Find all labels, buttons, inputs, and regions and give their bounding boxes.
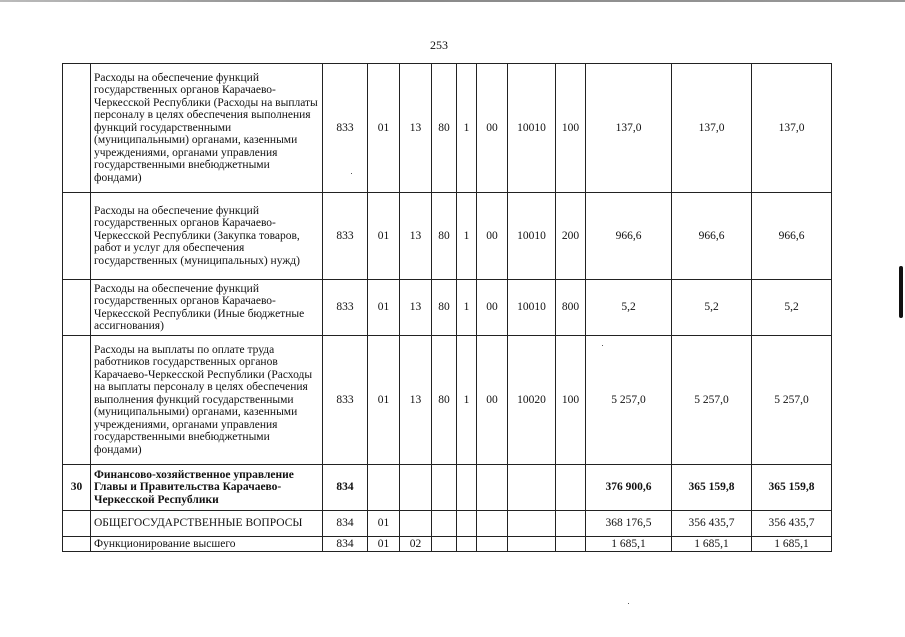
- row-number: 30: [63, 465, 91, 511]
- amount-year-3: 137,0: [752, 64, 832, 193]
- table-row: [63, 280, 832, 336]
- code-event: [477, 511, 508, 537]
- code-administrator: 834: [323, 511, 368, 537]
- code-section: [368, 465, 400, 511]
- scan-top-edge: [0, 0, 905, 2]
- code-program: [432, 537, 457, 552]
- row-description: Финансово-хозяйственное управление Главы и Правительства Карачаево-Черкесской Республики: [91, 465, 323, 511]
- code-expense-type: 100: [556, 336, 586, 465]
- scan-binding-mark: [899, 266, 903, 318]
- row-number: [63, 193, 91, 280]
- amount-year-1: 376 900,6: [586, 465, 672, 511]
- row-description: Расходы на выплаты по оплате труда работников государственных органов Карачаево-Черкесской Республики (Расходы на выплаты персоналу в целях обеспечения выполнения функций государственными (муниципальными) органами, казенными учреждениями, органами управления государственными внебюджетными фондами): [91, 336, 323, 465]
- code-expense-type: 100: [556, 64, 586, 193]
- scan-speck: [351, 173, 352, 174]
- code-subprogram: [457, 465, 477, 511]
- budget-table: [62, 63, 832, 552]
- amount-year-1: 368 176,5: [586, 511, 672, 537]
- code-event: [477, 537, 508, 552]
- code-direction: [508, 537, 556, 552]
- row-description: Расходы на обеспечение функций государственных органов Карачаево-Черкесской Республики (Закупка товаров, работ и услуг для обеспечения государственных (муниципальных) нужд): [91, 193, 323, 280]
- code-subprogram: [457, 511, 477, 537]
- amount-year-2: 5,2: [672, 280, 752, 336]
- row-number: [63, 336, 91, 465]
- amount-year-3: 5 257,0: [752, 336, 832, 465]
- code-expense-type: [556, 511, 586, 537]
- code-expense-type: [556, 537, 586, 552]
- code-expense-type: [556, 465, 586, 511]
- table-row: [63, 64, 832, 193]
- scan-speck: [628, 603, 629, 604]
- amount-year-2: 137,0: [672, 64, 752, 193]
- code-subsection: 02: [400, 537, 432, 552]
- table-row: [63, 336, 832, 465]
- code-subprogram: 1: [457, 193, 477, 280]
- code-subprogram: 1: [457, 280, 477, 336]
- code-section: 01: [368, 336, 400, 465]
- row-description: Функционирование высшего: [91, 537, 323, 552]
- code-subsection: [400, 511, 432, 537]
- code-subsection: 13: [400, 64, 432, 193]
- amount-year-2: 966,6: [672, 193, 752, 280]
- code-direction: 10010: [508, 193, 556, 280]
- amount-year-1: 5,2: [586, 280, 672, 336]
- table-row: [63, 193, 832, 280]
- code-direction: [508, 511, 556, 537]
- row-description: ОБЩЕГОСУДАРСТВЕННЫЕ ВОПРОСЫ: [91, 511, 323, 537]
- amount-year-1: 5 257,0: [586, 336, 672, 465]
- code-subprogram: 1: [457, 336, 477, 465]
- code-subsection: 13: [400, 336, 432, 465]
- code-direction: 10010: [508, 64, 556, 193]
- amount-year-2: 5 257,0: [672, 336, 752, 465]
- code-event: 00: [477, 64, 508, 193]
- amount-year-1: 137,0: [586, 64, 672, 193]
- code-subprogram: 1: [457, 64, 477, 193]
- amount-year-2: 1 685,1: [672, 537, 752, 552]
- code-administrator: 833: [323, 280, 368, 336]
- code-direction: [508, 465, 556, 511]
- amount-year-3: 1 685,1: [752, 537, 832, 552]
- code-event: 00: [477, 193, 508, 280]
- code-direction: 10010: [508, 280, 556, 336]
- code-subsection: 13: [400, 193, 432, 280]
- row-description: Расходы на обеспечение функций государственных органов Карачаево-Черкесской Республики (Расходы на выплаты персоналу в целях обеспечения выполнения функций государственными (муниципальными) органами, казенными учреждениями, органами управления государственными внебюджетными фондами): [91, 64, 323, 193]
- code-subsection: 13: [400, 280, 432, 336]
- code-event: [477, 465, 508, 511]
- amount-year-3: 356 435,7: [752, 511, 832, 537]
- amount-year-1: 1 685,1: [586, 537, 672, 552]
- code-program: 80: [432, 193, 457, 280]
- row-number: [63, 280, 91, 336]
- amount-year-3: 5,2: [752, 280, 832, 336]
- code-subprogram: [457, 537, 477, 552]
- code-program: [432, 465, 457, 511]
- code-administrator: 833: [323, 336, 368, 465]
- code-event: 00: [477, 336, 508, 465]
- code-administrator: 833: [323, 193, 368, 280]
- amount-year-2: 356 435,7: [672, 511, 752, 537]
- code-program: 80: [432, 336, 457, 465]
- row-number: [63, 537, 91, 552]
- code-section: 01: [368, 193, 400, 280]
- row-description: Расходы на обеспечение функций государственных органов Карачаево-Черкесской Республики (Иные бюджетные ассигнования): [91, 280, 323, 336]
- code-section: 01: [368, 280, 400, 336]
- code-program: 80: [432, 280, 457, 336]
- code-event: 00: [477, 280, 508, 336]
- code-section: 01: [368, 537, 400, 552]
- code-administrator: 833: [323, 64, 368, 193]
- amount-year-2: 365 159,8: [672, 465, 752, 511]
- table-row: [63, 537, 832, 552]
- amount-year-3: 365 159,8: [752, 465, 832, 511]
- row-number: [63, 64, 91, 193]
- code-subsection: [400, 465, 432, 511]
- scan-speck: [602, 345, 603, 346]
- code-program: 80: [432, 64, 457, 193]
- row-number: [63, 511, 91, 537]
- code-direction: 10020: [508, 336, 556, 465]
- code-expense-type: 200: [556, 193, 586, 280]
- table-row-department: [63, 465, 832, 511]
- code-administrator: 834: [323, 537, 368, 552]
- table-row: [63, 511, 832, 537]
- code-section: 01: [368, 511, 400, 537]
- page-number: 253: [430, 38, 448, 52]
- code-expense-type: 800: [556, 280, 586, 336]
- code-section: 01: [368, 64, 400, 193]
- code-program: [432, 511, 457, 537]
- amount-year-3: 966,6: [752, 193, 832, 280]
- code-administrator: 834: [323, 465, 368, 511]
- amount-year-1: 966,6: [586, 193, 672, 280]
